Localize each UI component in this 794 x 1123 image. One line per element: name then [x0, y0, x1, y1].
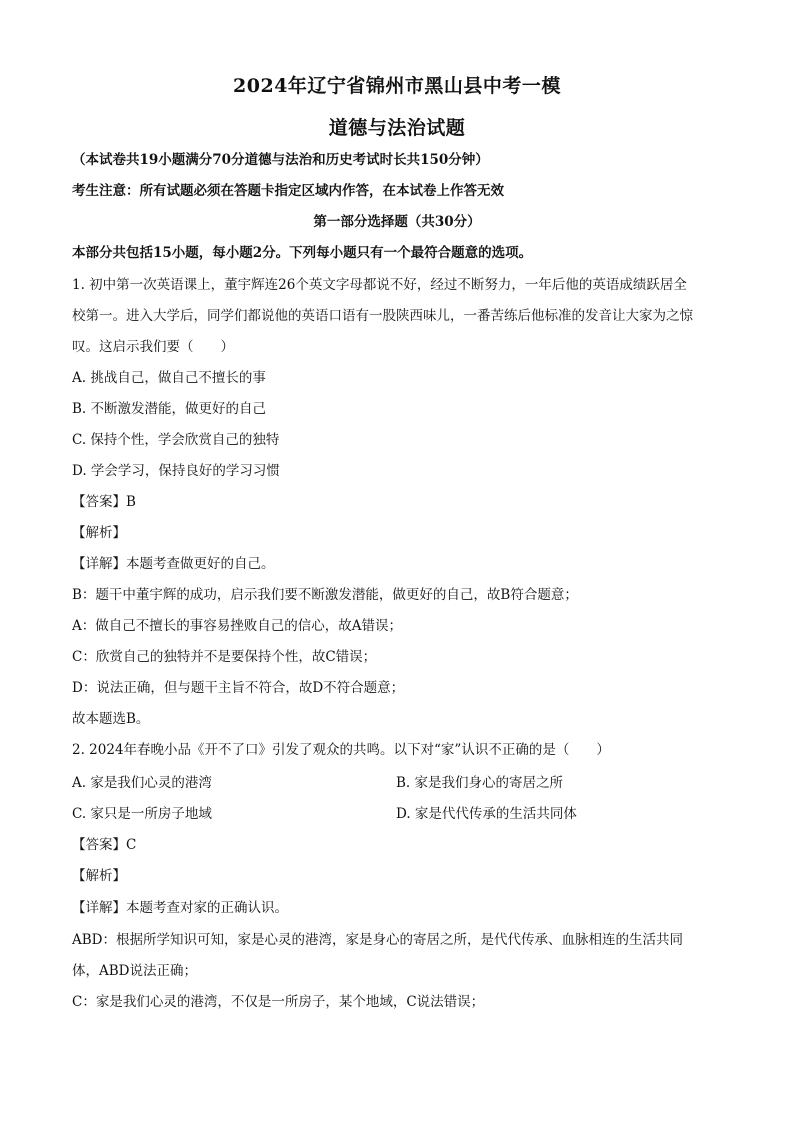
q2-explanation-abd-line-2: 体，ABD说法正确； — [72, 963, 197, 979]
exam-info: （本试卷共19小题满分70分道德与法治和历史考试时长共150分钟） — [72, 152, 489, 168]
q1-explanation-c: C：欣赏自己的独特并不是要保持个性，故C错误； — [72, 649, 377, 665]
q2-analysis-label: 【解析】 — [72, 868, 126, 884]
exam-subtitle: 道德与法治试题 — [328, 117, 466, 139]
q1-stem-line-3: 叹。这启示我们要（ ） — [72, 339, 234, 355]
q1-option-a: A. 挑战自己，做自己不擅长的事 — [72, 370, 266, 386]
section-description: 本部分共包括15小题，每小题2分。下列每小题只有一个最符合题意的选项。 — [72, 245, 533, 261]
q2-option-c: C. 家只是一所房子地域 — [72, 806, 212, 822]
q2-option-d: D. 家是代代传承的生活共同体 — [396, 806, 577, 822]
q1-stem-line-2: 校第一。进入大学后，同学们都说他的英语口语有一股陕西味儿，一番苦练后他标准的发音让大家为之惊 — [72, 308, 693, 324]
q1-answer: 【答案】B — [72, 494, 136, 510]
q2-option-a: A. 家是我们心灵的港湾 — [72, 775, 212, 791]
q1-conclusion: 故本题选B。 — [72, 711, 150, 727]
q1-explanation-b: B：题干中董宇辉的成功，启示我们要不断激发潜能，做更好的自己，故B符合题意； — [72, 587, 578, 603]
section-title: 第一部分选择题（共30分） — [313, 214, 481, 230]
q2-answer: 【答案】C — [72, 837, 137, 853]
q1-option-b: B. 不断激发潜能，做更好的自己 — [72, 401, 267, 417]
exam-notice: 考生注意：所有试题必须在答题卡指定区域内作答，在本试卷上作答无效 — [72, 183, 504, 199]
q1-detail: 【详解】本题考查做更好的自己。 — [72, 556, 275, 572]
q2-explanation-c: C：家是我们心灵的港湾，不仅是一所房子，某个地域，C说法错误； — [72, 994, 485, 1010]
q1-option-c: C. 保持个性，学会欣赏自己的独特 — [72, 432, 280, 448]
q1-option-d: D. 学会学习，保持良好的学习习惯 — [72, 463, 280, 479]
q1-analysis-label: 【解析】 — [72, 525, 126, 541]
q1-explanation-a: A：做自己不擅长的事容易挫败自己的信心，故A错误； — [72, 618, 402, 634]
q2-option-b: B. 家是我们身心的寄居之所 — [396, 775, 564, 791]
q1-stem-line-1: 1. 初中第一次英语课上，董宇辉连26个英文字母都说不好，经过不断努力，一年后他的英语成绩跃居全 — [72, 277, 687, 293]
q1-explanation-d: D：说法正确，但与题干主旨不符合，故D不符合题意； — [72, 680, 405, 696]
q2-explanation-abd-line-1: ABD：根据所学知识可知，家是心灵的港湾，家是身心的寄居之所，是代代传承、血脉相连的生活共同 — [72, 932, 683, 948]
exam-title: 2024年辽宁省锦州市黑山县中考一模 — [233, 75, 561, 97]
q2-stem: 2. 2024年春晚小品《开不了口》引发了观众的共鸣。以下对“家”认识不正确的是（ ） — [72, 742, 610, 758]
q2-detail: 【详解】本题考查对家的正确认识。 — [72, 900, 288, 916]
